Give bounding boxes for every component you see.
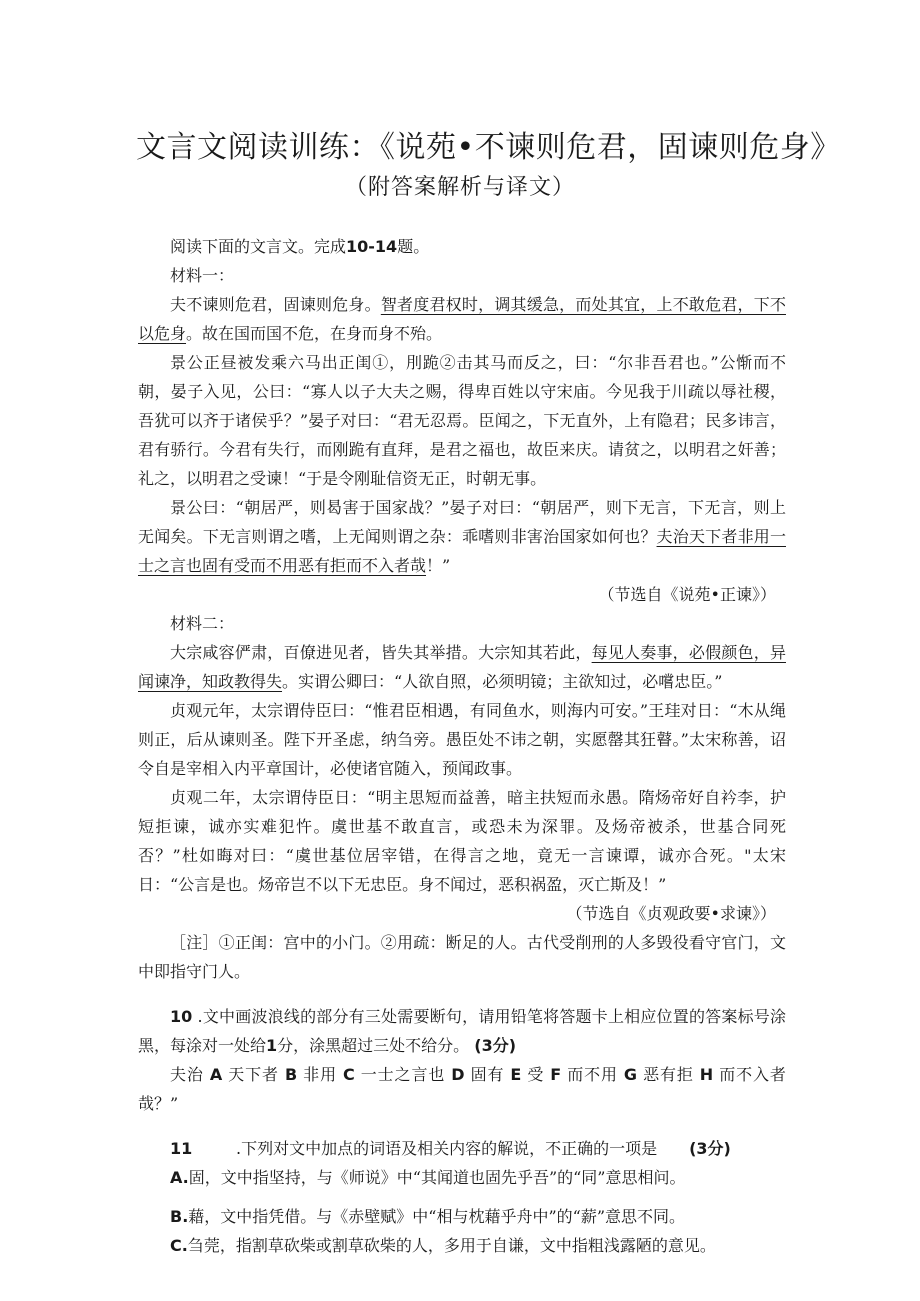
- material-one-paragraph-1: 夫不谏则危君，固谏则危身。智者度君权时，调其缓急，而处其宜，上不敢危君，下不以危身。故在国而国不危，在身而身不殆。: [138, 295, 786, 343]
- material-one-source: （节选自《说苑•正谏》）: [598, 585, 776, 604]
- material-one-paragraph-3: 景公曰：“朝居严，则曷害于国家战？”晏子对曰：“朝居严，则下无言，下无言，则上无闻矣。下无言则谓之嗜，上无闻则谓之杂：乖嗜则非害治国家如何也？夫治天下者非用一士之言也固有受而不用恶有拒而不入者哉！”: [138, 498, 786, 575]
- option-b: B.藉，文中指凭借。与《赤壁赋》中“相与枕藉乎舟中”的“薪”意思不同。: [170, 1207, 686, 1226]
- page-title: 文言文阅读训练：《说苑•不谏则危君，固谏则危身》: [136, 130, 841, 165]
- material-one-label: 材料一：: [170, 266, 235, 285]
- page-subtitle: （附答案解析与译文）: [344, 175, 575, 200]
- material-one-paragraph-2: 景公正昼被发乘六马出正闺①，刖跪②击其马而反之，曰：“尔非吾君也。”公惭而不朝，晏子入见，公曰：“寡人以子大夫之赐，得卑百姓以守宋庙。今见我于川疏以辱社稷，吾犹可以齐于诸侯乎？”晏子对曰：“君无忍焉。臣闻之，下无直外，上有隐君；民多讳言，君有骄行。今君有失行，而刚跪有直拜，是君之福也，故臣来庆。请贫之，以明君之奸善；礼之，以明君之受谏！“于是令刚耻信资无正，时朝无事。: [138, 353, 786, 488]
- option-c: C.刍莞，指割草砍柴或割草砍柴的人，多用于自谦，文中指粗浅露陋的意见。: [170, 1236, 716, 1255]
- material-two-source: （节选自《贞观政要•求谏》）: [566, 904, 776, 923]
- option-a: A.固，文中指坚持，与《师说》中“其闻道也固先乎吾”的“同”意思相问。: [170, 1168, 686, 1187]
- material-two-label: 材料二：: [170, 614, 235, 633]
- annotation-note: ［注］①正闺：宫中的小门。②用疏：断足的人。古代受削刑的人多毁役看守官门，文中即指守门人。: [138, 933, 786, 981]
- material-two-paragraph-3: 贞观二年，太宗谓侍臣日：“明主思短而益善，暗主扶短而永愚。隋炀帝好自衿李，护短拒谏，诚亦实难犯忤。虞世基不敢直言，或恐未为深罪。及炀帝被杀，世基合同死否？”杜如晦对曰：“虞世基位居宰错，在得言之地，竟无一言谏谭，诚亦合死。"太宋日：“公言是也。炀帝岂不以下无忠臣。身不闻过，恶积祸盈，灭亡斯及！”: [138, 788, 786, 894]
- intro-line: 阅读下面的文言文。完成10-14题。: [170, 237, 430, 256]
- material-two-paragraph-1: 大宗咸容俨肃，百僚进见者，皆失其举措。大宗知其若此，每见人奏事，必假颜色，异闻谏净，知政教得失。实谓公卿曰：“人欲自照，必须明镜；主欲知过，必嚐忠臣。”: [138, 643, 786, 691]
- question-11-stem: 11 .下列对文中加点的词语及相关内容的解说，不正确的一项是 (3分): [170, 1139, 731, 1158]
- question-10-stem: 10 .文中画波浪线的部分有三处需要断句，请用铅笔将答题卡上相应位置的答案标号涂黑，每涂对一处给1分，涂黑超过三处不给分。 (3分): [138, 1007, 786, 1055]
- question-10-sentence: 夫治 A 天下者 B 非用 C 一士之言也 D 固有 E 受 F 而不用 G 恶有拒 H 而不入者哉？”: [138, 1065, 786, 1113]
- document-body: [138, 232, 786, 1260]
- material-two-paragraph-2: 贞观元年，太宗谓侍臣曰：“惟君臣相遇，有同鱼水，则海内可安。”王珪对日：“木从绳则正，后从谏则圣。陛下开圣虑，纳刍旁。愚臣处不讳之朝，实愿罄其狂瞽。”太宋称善，诏令自是宰相入内平章国计，必使诸官随入，预闻政事。: [138, 701, 786, 778]
